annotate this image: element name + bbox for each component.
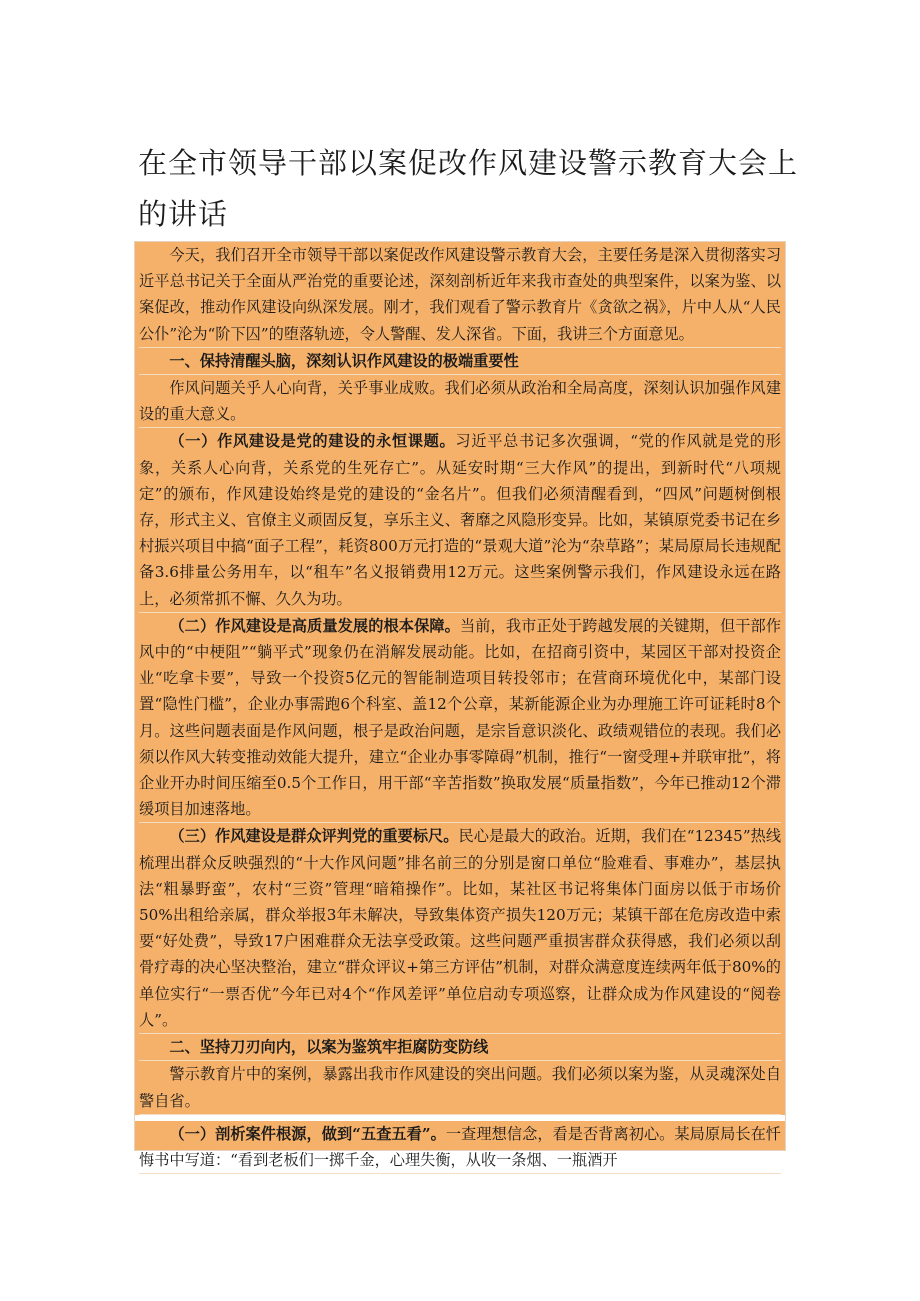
point-lead: （一）作风建设是党的建设的永恒课题。 bbox=[169, 432, 456, 451]
point-lead: （二）作风建设是高质量发展的根本保障。 bbox=[169, 616, 460, 635]
section-1-point-3 bbox=[139, 823, 781, 1034]
section-heading-1: 一、保持清醒头脑，深刻认识作风建设的极端重要性 bbox=[139, 348, 781, 375]
point-lead: （一）剖析案件根源，做到“五查五看”。 bbox=[169, 1124, 446, 1143]
document-body bbox=[134, 241, 786, 1169]
section-2-point-1 bbox=[139, 1121, 781, 1174]
section-heading-2: 二、坚持刀刃向内，以案为鉴筑牢拒腐防变防线 bbox=[139, 1034, 781, 1061]
point-text: 民心是最大的政治。近期，我们在“12345”热线梳理出群众反映强烈的“十大作风问题”排名前三的分别是窗口单位“脸难看、事难办”，基层执法“粗暴野蛮”，农村“三资”管理“暗箱操作”。比如，某社区书记将集体门面房以低于市场价50%出租给亲属，群众举报3年未解决，导致集体资产损失120万元；某镇干部在危房改造中索要“好处费”，导致17户困难群众无法享受政策。这些问题严重损害群众获得感，我们必须以刮骨疗毒的决心坚决整治，建立“群众评议+第三方评估”机制，对群众满意度连续两年低于80%的单位实行“一票否优”今年已对4个“作风差评”单位启动专项巡察，让群众成为作风建设的“阅卷人”。 bbox=[139, 827, 782, 1029]
section-2-intro: 警示教育片中的案例，暴露出我市作风建设的突出问题。我们必须以案为鉴，从灵魂深处自警自省。 bbox=[139, 1061, 781, 1114]
point-text: 习近平总书记多次强调，“党的作风就是党的形象，关系人心向背，关系党的生死存亡”。从延安时期“三大作风”的提出，到新时代“八项规定”的颁布，作风建设始终是党的建设的“金名片”。但我们必须清醒看到，“四风”问题树倒根存，形式主义、官僚主义顽固反复，享乐主义、奢靡之风隐形变异。比如，某镇原党委书记在乡村振兴项目中搞“面子工程”，耗资800万元打造的“景观大道”沦为“杂草路”；某局原局长违规配备3.6排量公务用车，以“租车”名义报销费用12万元。这些案例警示我们，作风建设永远在路上，必须常抓不懈、久久为功。 bbox=[139, 432, 781, 608]
intro-paragraph: 今天，我们召开全市领导干部以案促改作风建设警示教育大会，主要任务是深入贯彻落实习近平总书记关于全面从严治党的重要论述，深刻剖析近年来我市查处的典型案件，以案为鉴、以案促改，推动作风建设向纵深发展。刚才，我们观看了警示教育片《贪欲之祸》，片中人从“人民公仆”沦为“阶下囚”的堕落轨迹，令人警醒、发人深省。下面，我讲三个方面意见。 bbox=[139, 242, 781, 348]
page-title: 在全市领导干部以案促改作风建设警示教育大会上的讲话 bbox=[138, 146, 799, 231]
point-text: 当前，我市正处于跨越发展的关键期，但干部作风中的“中梗阻”“躺平式”现象仍在消解发展动能。比如，在招商引资中，某园区干部对投资企业“吃拿卡要”，导致一个投资5亿元的智能制造项目转投邻市；在营商环境优化中，某部门设置“隐性门槛”，企业办事需跑6个科室、盖12个公章，某新能源企业为办理施工许可证耗时8个月。这些问题表面是作风问题，根子是政治问题，是宗旨意识淡化、政绩观错位的表现。我们必须以作风大转变推动效能大提升，建立“企业办事零障碍”机制，推行“一窗受理+并联审批”，将企业开办时间压缩至0.5个工作日，用干部“辛苦指数”换取发展“质量指数”，今年已推动12个滞缓项目加速落地。 bbox=[139, 616, 782, 819]
section-1-intro: 作风问题关乎人心向背，关乎事业成败。我们必须从政治和全局高度，深刻认识加强作风建设的重大意义。 bbox=[139, 375, 781, 428]
section-1-point-2 bbox=[139, 613, 781, 824]
section-1-point-1 bbox=[139, 428, 781, 612]
point-lead: （三）作风建设是群众评判党的重要标尺。 bbox=[169, 827, 459, 846]
point-text: 一查理想信念，看是否背离初心。某局原局长在忏悔书中写道：“看到老板们一掷千金，心理失衡，从收一条烟、一瓶酒开 bbox=[139, 1124, 781, 1169]
